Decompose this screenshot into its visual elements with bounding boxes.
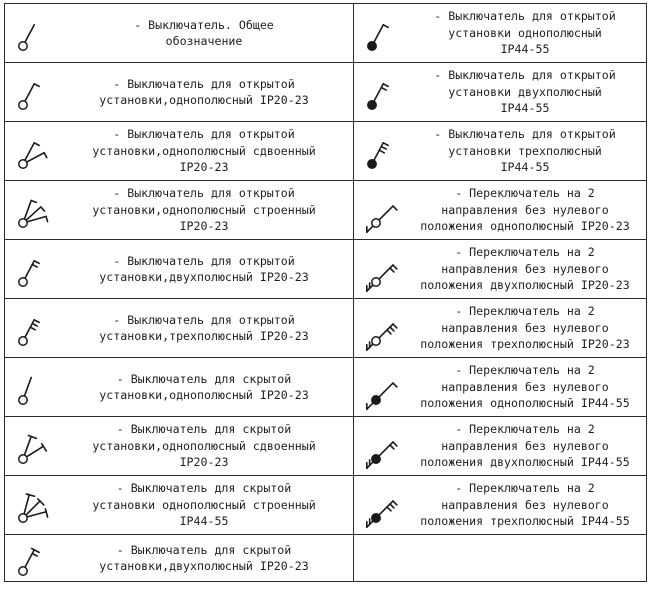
legend-row	[5, 476, 647, 535]
legend-cell	[354, 299, 647, 358]
switch-ip44-two-pole-icon	[354, 69, 406, 115]
legend-cell	[354, 63, 647, 122]
symbol-description: - Выключатель для открытой установки,однополюсный IP20-23	[99, 76, 309, 107]
legend-cell	[5, 181, 354, 240]
switch-ip44-single-pole-icon	[354, 10, 406, 56]
legend-cell	[5, 299, 354, 358]
switch-ip44-three-pole-icon	[354, 128, 406, 174]
symbol-description: - Выключатель для скрытой установки,однополюсный сдвоенный IP20-23	[92, 422, 316, 470]
switch-open-single-pole-icon	[5, 69, 57, 115]
legend-row	[5, 240, 647, 299]
switch-hidden-two-pole-icon	[5, 535, 57, 581]
symbol-description: - Переключатель на 2 направления без нулевого положения однополюсный IP20-23	[420, 186, 630, 234]
changeover-two-pole-icon	[354, 246, 406, 292]
legend-row	[5, 122, 647, 181]
symbol-description: - Выключатель для открытой установки однополюсный IP44-55	[434, 9, 616, 57]
legend-cell	[5, 4, 354, 63]
legend-cell	[5, 122, 354, 181]
switch-hidden-single-pole-icon	[5, 364, 57, 410]
symbol-legend-table	[4, 3, 647, 582]
legend-row	[5, 417, 647, 476]
symbol-description: - Переключатель на 2 направления без нулевого положения двухполюсный IP44-55	[420, 422, 630, 470]
legend-row	[5, 535, 647, 582]
symbol-description: - Выключатель для открытой установки,трехполюсный IP20-23	[99, 312, 309, 343]
symbol-description: - Выключатель для открытой установки,однополюсный строенный IP20-23	[92, 186, 316, 234]
switch-open-two-pole-icon	[5, 246, 57, 292]
legend-row	[5, 181, 647, 240]
legend-cell	[5, 240, 354, 299]
legend-cell	[354, 240, 647, 299]
legend-cell	[354, 417, 647, 476]
legend-cell	[354, 358, 647, 417]
legend-row	[5, 4, 647, 63]
switch-basic-icon	[5, 10, 57, 56]
symbol-description: - Выключатель для скрытой установки,двухполюсный IP20-23	[99, 542, 309, 573]
switch-open-triple-icon	[5, 187, 57, 233]
symbol-description: - Выключатель. Общее обозначение	[134, 17, 274, 48]
symbol-description: - Переключатель на 2 направления без нулевого положения двухполюсный IP20-23	[420, 245, 630, 293]
switch-open-dual-icon	[5, 128, 57, 174]
legend-cell	[354, 476, 647, 535]
changeover-ip44-three-pole-icon	[354, 482, 406, 528]
legend-row	[5, 299, 647, 358]
legend-row	[5, 358, 647, 417]
changeover-single-pole-icon	[354, 187, 406, 233]
legend-cell	[5, 358, 354, 417]
symbol-description: - Выключатель для скрытой установки однополюсный строенный IP44-55	[92, 481, 316, 529]
legend-row	[5, 63, 647, 122]
legend-cell	[5, 417, 354, 476]
changeover-ip44-two-pole-icon	[354, 423, 406, 469]
switch-hidden-dual-icon	[5, 423, 57, 469]
symbol-description: - Выключатель для скрытой установки,однополюсный IP20-23	[99, 371, 309, 402]
changeover-three-pole-icon	[354, 305, 406, 351]
symbol-description: - Выключатель для открытой установки,однополюсный сдвоенный IP20-23	[92, 127, 316, 175]
legend-cell	[354, 4, 647, 63]
legend-cell	[5, 476, 354, 535]
symbol-description: - Переключатель на 2 направления без нулевого положения трехполюсный IP20-23	[420, 304, 630, 352]
legend-cell	[5, 63, 354, 122]
switch-open-three-pole-icon	[5, 305, 57, 351]
symbol-description: - Выключатель для открытой установки,двухполюсный IP20-23	[99, 253, 309, 284]
empty-cell	[354, 535, 647, 582]
symbol-description: - Переключатель на 2 направления без нулевого положения однополюсный IP44-55	[420, 363, 630, 411]
legend-cell	[354, 181, 647, 240]
symbol-description: - Выключатель для открытой установки двухполюсный IP44-55	[434, 68, 616, 116]
changeover-ip44-single-pole-icon	[354, 364, 406, 410]
legend-cell	[354, 122, 647, 181]
symbol-description: - Выключатель для открытой установки трехполюсный IP44-55	[434, 127, 616, 175]
symbol-description: - Переключатель на 2 направления без нулевого положения трехполюсный IP44-55	[420, 481, 630, 529]
switch-hidden-triple-icon	[5, 482, 57, 528]
legend-cell	[5, 535, 354, 582]
